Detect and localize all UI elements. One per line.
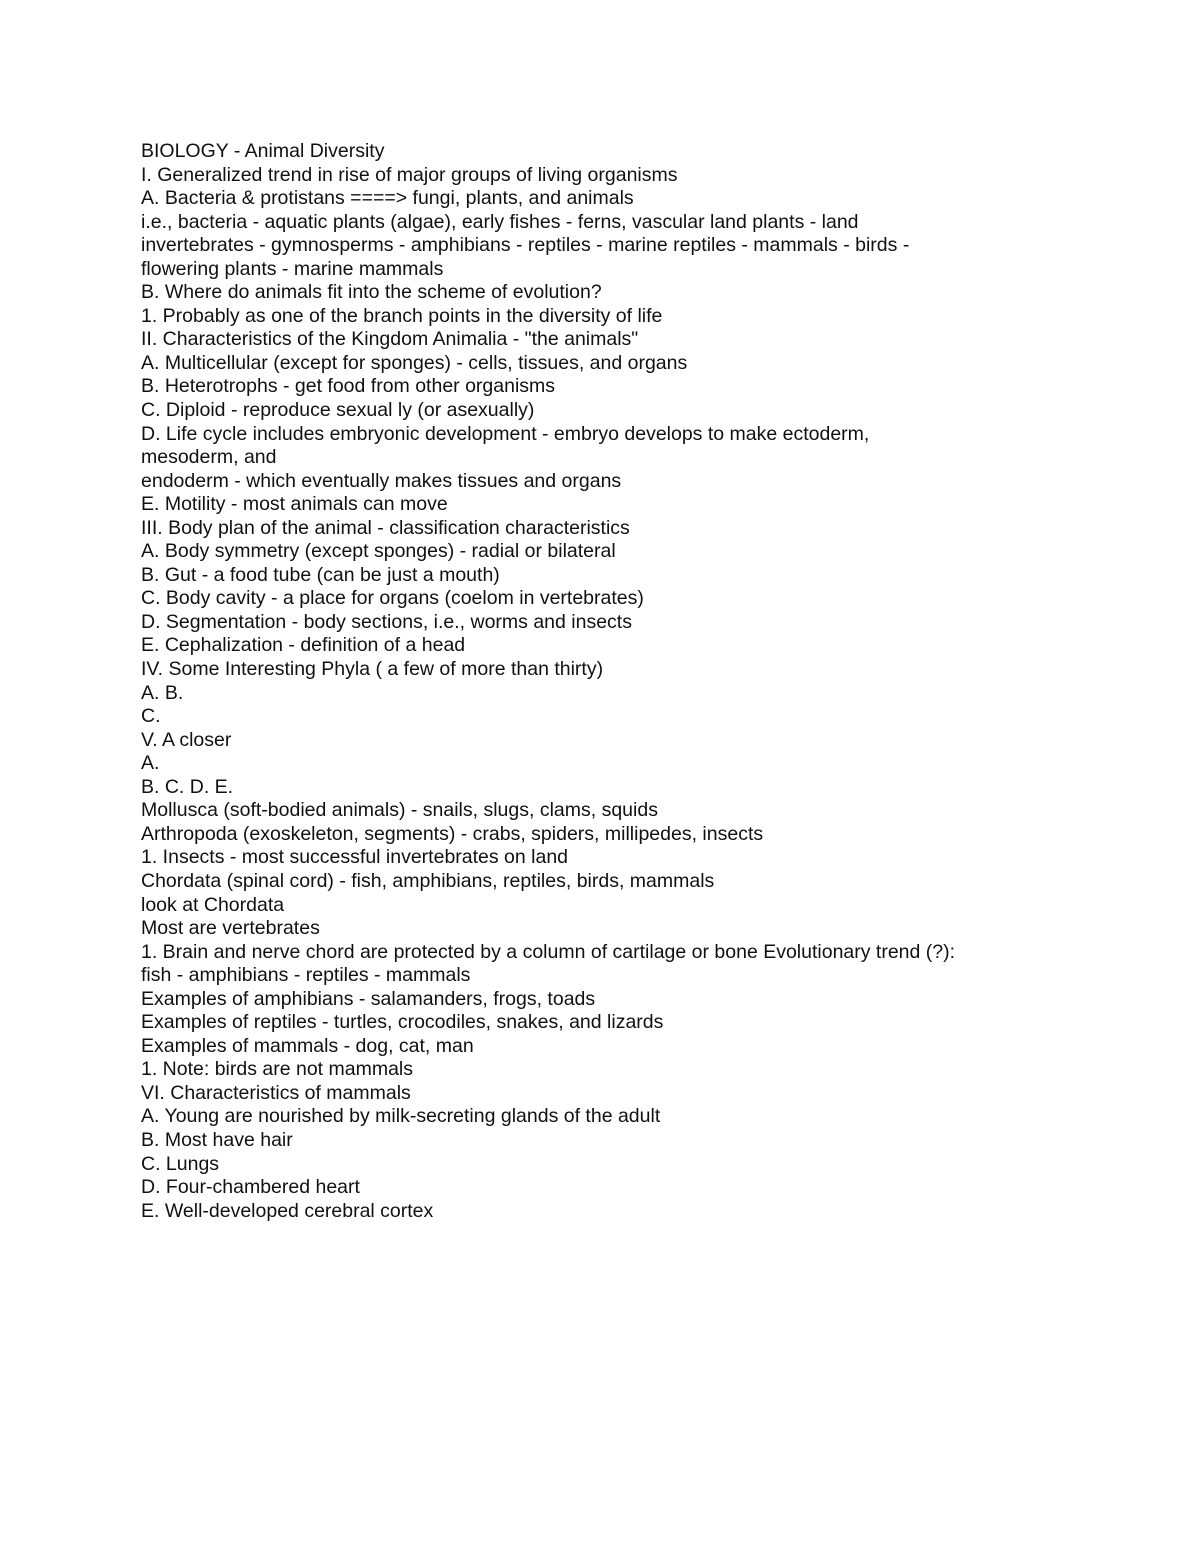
outline-item: B. C. D. E. bbox=[141, 775, 234, 798]
outline-item: 1. Note: birds are not mammals bbox=[141, 1058, 414, 1081]
outline-heading: VI. Characteristics of mammals bbox=[141, 1081, 411, 1104]
outline-item: A. Young are nourished by milk-secreting glands of the adult bbox=[141, 1105, 661, 1128]
outline-item: 1. Brain and nerve chord are protected by a column of cartilage or bone Evolutionary trend (?): bbox=[141, 940, 956, 963]
outline-text: flowering plants - marine mammals bbox=[141, 257, 444, 280]
outline-text: invertebrates - gymnosperms - amphibians - reptiles - marine reptiles - mammals - birds - bbox=[141, 234, 910, 257]
outline-text: Examples of mammals - dog, cat, man bbox=[141, 1034, 474, 1057]
outline-item: B. Where do animals fit into the scheme of evolution? bbox=[141, 281, 602, 304]
outline-item: B. Gut - a food tube (can be just a mouth) bbox=[141, 563, 500, 586]
outline-item: 1. Insects - most successful invertebrates on land bbox=[141, 846, 569, 869]
outline-item: 1. Probably as one of the branch points in the diversity of life bbox=[141, 304, 663, 327]
outline-item: D. Life cycle includes embryonic development - embryo develops to make ectoderm, bbox=[141, 422, 870, 445]
outline-item: B. Heterotrophs - get food from other organisms bbox=[141, 375, 556, 398]
outline-heading: V. A closer bbox=[141, 728, 232, 751]
outline-item: C. Lungs bbox=[141, 1152, 220, 1175]
outline-text: Examples of amphibians - salamanders, frogs, toads bbox=[141, 987, 596, 1010]
outline-item: E. Well-developed cerebral cortex bbox=[141, 1199, 434, 1222]
outline-item: A. B. bbox=[141, 681, 184, 704]
outline-item: A. Bacteria & protistans ====> fungi, plants, and animals bbox=[141, 187, 634, 210]
outline-item: A. Multicellular (except for sponges) - cells, tissues, and organs bbox=[141, 351, 688, 374]
outline-item: D. Four-chambered heart bbox=[141, 1176, 360, 1199]
outline-item: C. Diploid - reproduce sexual ly (or asexually) bbox=[141, 399, 535, 422]
outline-item: A. Body symmetry (except sponges) - radial or bilateral bbox=[141, 540, 616, 563]
outline-text: Arthropoda (exoskeleton, segments) - crabs, spiders, millipedes, insects bbox=[141, 822, 764, 845]
document-body bbox=[141, 140, 1151, 1223]
outline-item: E. Motility - most animals can move bbox=[141, 493, 448, 516]
outline-text: mesoderm, and bbox=[141, 446, 277, 469]
outline-heading: IV. Some Interesting Phyla ( a few of more than thirty) bbox=[141, 658, 604, 681]
outline-item: B. Most have hair bbox=[141, 1128, 293, 1151]
outline-heading: III. Body plan of the animal - classification characteristics bbox=[141, 516, 630, 539]
outline-item: D. Segmentation - body sections, i.e., worms and insects bbox=[141, 610, 632, 633]
outline-text: look at Chordata bbox=[141, 893, 285, 916]
outline-text: Examples of reptiles - turtles, crocodiles, snakes, and lizards bbox=[141, 1011, 664, 1034]
outline-text: Mollusca (soft-bodied animals) - snails, slugs, clams, squids bbox=[141, 799, 658, 822]
outline-item: A. bbox=[141, 752, 160, 775]
outline-text: fish - amphibians - reptiles - mammals bbox=[141, 964, 471, 987]
outline-heading: II. Characteristics of the Kingdom Animalia - "the animals" bbox=[141, 328, 639, 351]
outline-item: C. Body cavity - a place for organs (coelom in vertebrates) bbox=[141, 587, 644, 610]
outline-heading: I. Generalized trend in rise of major groups of living organisms bbox=[141, 163, 678, 186]
outline-text: i.e., bacteria - aquatic plants (algae), early fishes - ferns, vascular land plants - land bbox=[141, 210, 859, 233]
outline-item: C. bbox=[141, 705, 161, 728]
outline-text: endoderm - which eventually makes tissues and organs bbox=[141, 469, 622, 492]
outline-text: Chordata (spinal cord) - fish, amphibians, reptiles, birds, mammals bbox=[141, 869, 715, 892]
outline-text: Most are vertebrates bbox=[141, 917, 320, 940]
outline-item: E. Cephalization - definition of a head bbox=[141, 634, 466, 657]
document-title: BIOLOGY - Animal Diversity bbox=[141, 140, 385, 162]
